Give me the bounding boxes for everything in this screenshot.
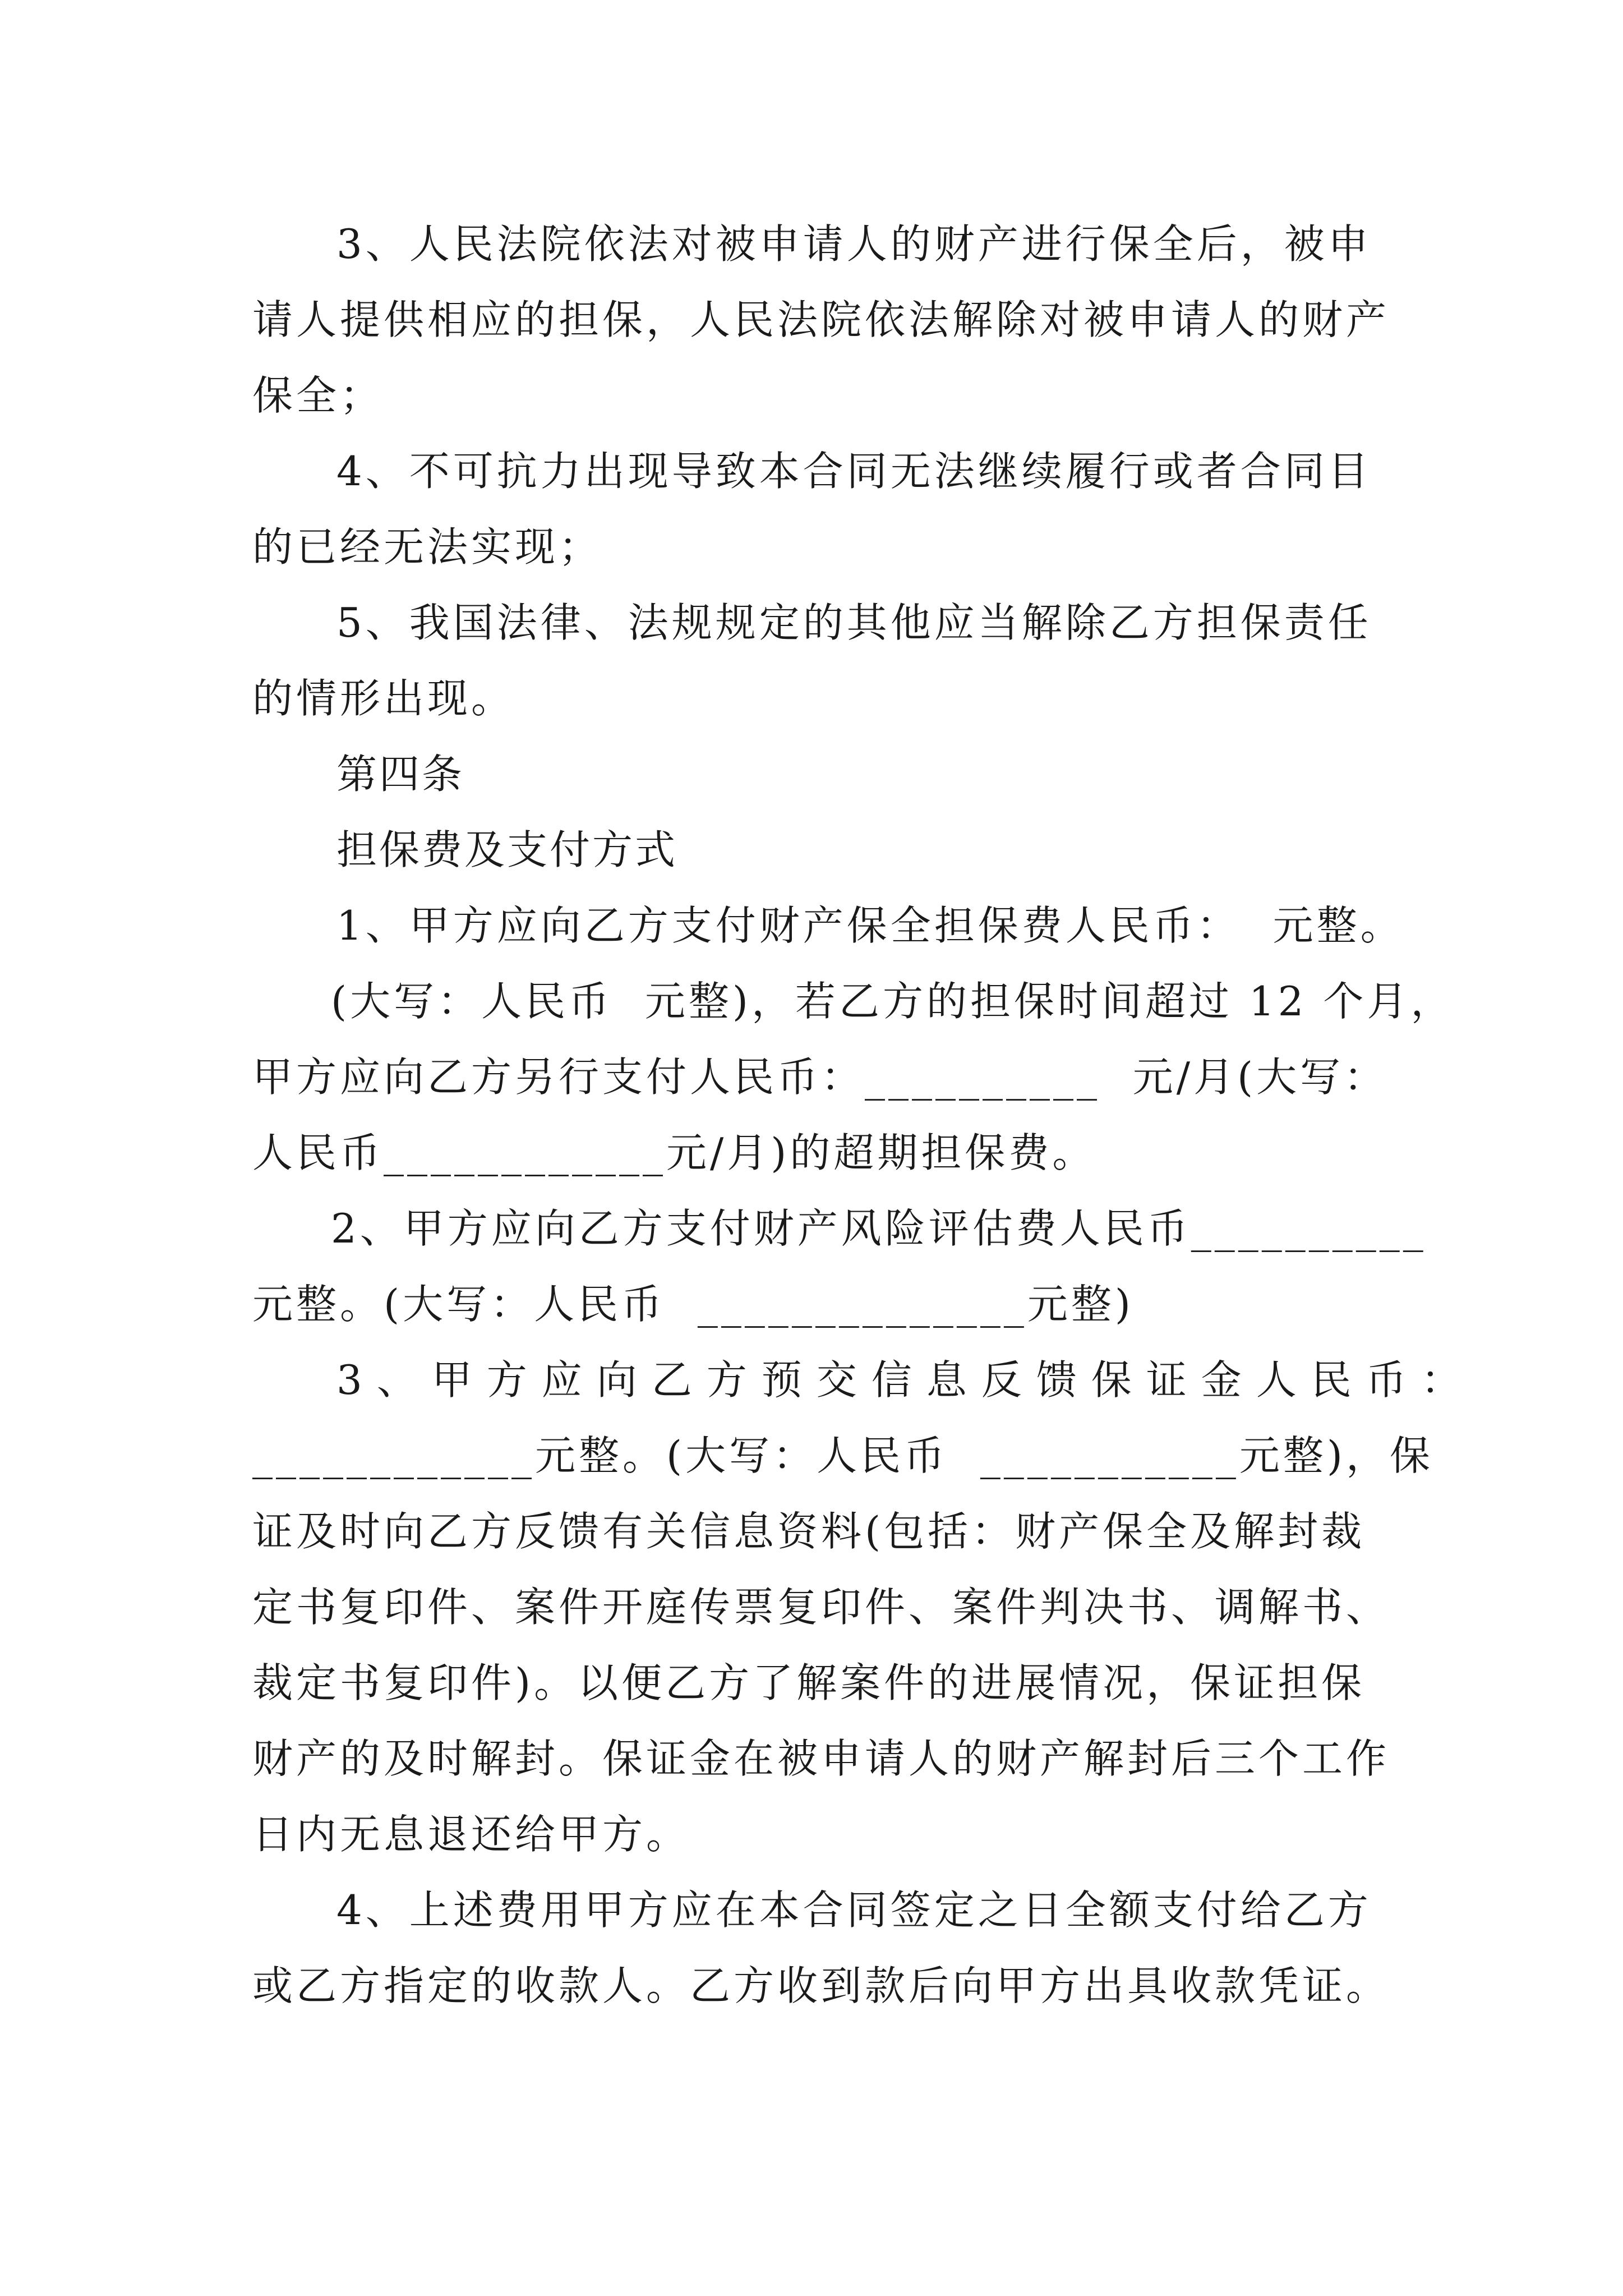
fee-2-line-2: 元整。(大写：人民币 ______________元整) [252,1281,1134,1328]
article-subheading: 担保费及支付方式 [336,826,678,873]
fee-4-line-1: 4、上述费用甲方应在本合同签定之日全额支付给乙方 [336,1887,1372,1934]
fee-4-line-2: 或乙方指定的收款人。乙方收到款后向甲方出具收款凭证。 [252,1962,1390,2009]
fee-3-line-6: 财产的及时解封。保证金在被申请人的财产解封后三个工作 [252,1735,1390,1782]
paragraph-5-line-2: 的情形出现。 [252,675,515,722]
article-heading: 第四条 [336,751,465,798]
fee-3-line-2: ____________元整。(大写：人民币 ___________元整)，保 [252,1432,1433,1479]
fee-3-line-3: 证及时向乙方反馈有关信息资料(包括：财产保全及解封裁 [252,1508,1366,1555]
fee-3-line-7: 日内无息退还给甲方。 [252,1811,690,1858]
paragraph-3-line-3: 保全； [252,372,384,419]
fee-1-line-1: 1、甲方应向乙方支付财产保全担保费人民币： 元整。 [336,902,1404,949]
paragraph-5-line-1: 5、我国法律、法规规定的其他应当解除乙方担保责任 [336,599,1372,646]
paragraph-4-line-1: 4、不可抗力出现导致本合同无法继续履行或者合同目 [336,448,1372,495]
paragraph-3-line-2: 请人提供相应的担保，人民法院依法解除对被申请人的财产 [252,296,1390,343]
paragraph-3-line-1: 3、人民法院依法对被申请人的财产进行保全后，被申 [336,220,1372,268]
fee-3-line-4: 定书复印件、案件开庭传票复印件、案件判决书、调解书、 [252,1584,1390,1631]
paragraph-4-line-2: 的已经无法实现； [252,523,603,570]
fee-3-line-5: 裁定书复印件)。以便乙方了解案件的进展情况，保证担保 [252,1659,1366,1706]
fee-1-line-3: 甲方应向乙方另行支付人民币：__________ 元/月(大写： [252,1053,1388,1101]
fee-2-line-1: 2、甲方应向乙方支付财产风险评估费人民币__________ [331,1205,1427,1252]
fee-1-line-2: (大写：人民币 元整)，若乙方的担保时间超过 12 个月， [331,978,1455,1025]
fee-3-line-1: 3、甲方应向乙方预交信息反馈保证金人民币： [336,1356,1476,1404]
fee-1-line-4: 人民币____________元/月)的超期担保费。 [252,1129,1096,1176]
